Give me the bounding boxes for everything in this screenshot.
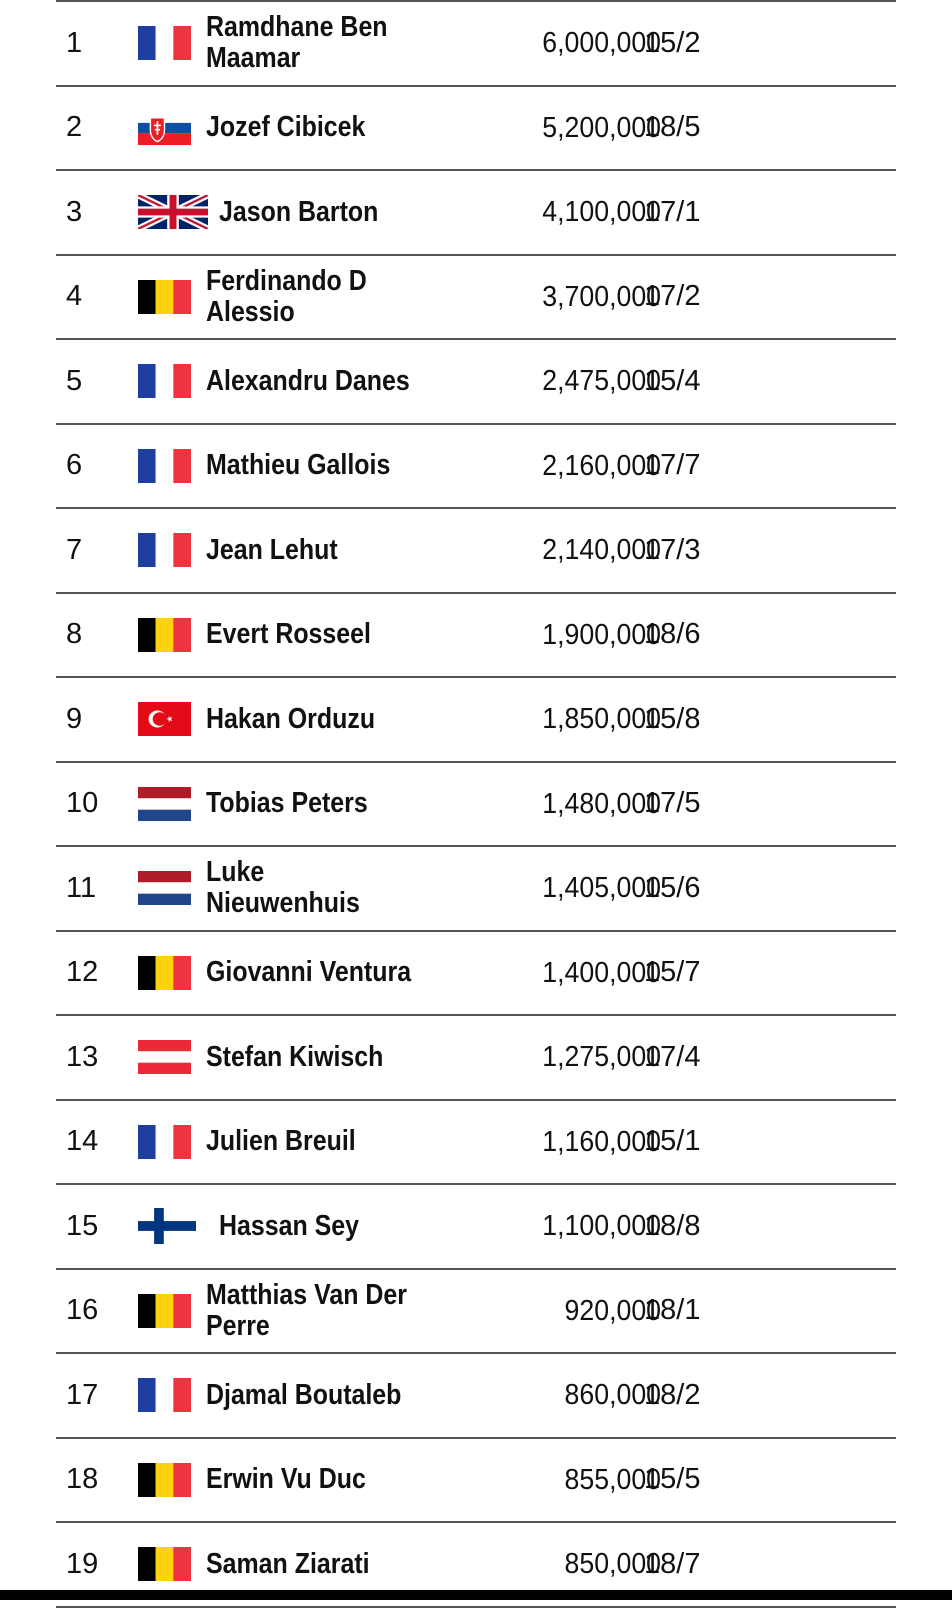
prize-amount: 2,475,000 <box>542 365 661 398</box>
seat-cell: 15/1 <box>644 1125 701 1158</box>
prize-cell <box>472 425 661 508</box>
austria-flag-icon <box>138 1040 191 1074</box>
rank-cell: 7 <box>66 533 83 566</box>
player-name-text: Julien Breuil <box>206 1125 356 1158</box>
rank-cell: 5 <box>66 364 83 397</box>
prize-amount: 1,400,000 <box>542 956 661 989</box>
rank-cell: 16 <box>66 1294 99 1327</box>
table-body <box>56 2 896 1608</box>
rank-cell: 15 <box>66 1209 99 1242</box>
seat-cell: 18/6 <box>644 618 701 651</box>
rank-cell: 10 <box>66 787 99 820</box>
prize-amount: 850,000 <box>564 1548 661 1581</box>
table-row <box>56 763 896 848</box>
rank-cell: 1 <box>66 26 83 59</box>
prize-cell <box>472 1270 661 1353</box>
player-name-text: Jason Barton <box>219 195 379 228</box>
prize-amount: 860,000 <box>564 1379 661 1412</box>
seat-cell: 15/7 <box>644 956 701 989</box>
belgium-flag-icon <box>138 956 191 990</box>
seat-cell: 18/8 <box>644 1209 701 1242</box>
seat-cell: 17/3 <box>644 533 701 566</box>
seat-cell: 17/1 <box>644 195 701 228</box>
prize-amount: 1,850,000 <box>542 703 661 736</box>
player-name-text: Tobias Peters <box>206 787 368 820</box>
france-flag-icon <box>138 533 191 567</box>
player-name <box>206 678 421 761</box>
netherlands-flag-icon <box>138 871 191 905</box>
player-name <box>206 1101 421 1184</box>
france-flag-icon <box>138 1378 191 1412</box>
table-row <box>56 256 896 341</box>
rank-cell: 3 <box>66 195 83 228</box>
rank-cell: 18 <box>66 1463 99 1496</box>
player-name <box>206 256 421 339</box>
seat-cell: 18/7 <box>644 1547 701 1580</box>
player-name <box>206 932 421 1015</box>
france-flag-icon <box>138 1125 191 1159</box>
prize-cell <box>472 87 661 170</box>
rank-cell: 19 <box>66 1547 99 1580</box>
belgium-flag-icon <box>138 1463 191 1497</box>
prize-amount: 1,100,000 <box>542 1210 661 1243</box>
prize-amount: 2,140,000 <box>542 534 661 567</box>
prize-cell <box>472 932 661 1015</box>
prize-amount: 1,480,000 <box>542 787 661 820</box>
belgium-flag-icon <box>138 1294 191 1328</box>
seat-cell: 17/7 <box>644 449 701 482</box>
prize-amount: 6,000,000 <box>542 27 661 60</box>
rank-cell: 9 <box>66 702 83 735</box>
player-name-text: Stefan Kiwisch <box>206 1040 384 1073</box>
player-name-text: Alexandru Danes <box>206 364 410 397</box>
table-row <box>56 594 896 679</box>
player-name <box>206 1016 421 1099</box>
table-row <box>56 87 896 172</box>
player-name-text: Hassan Sey <box>219 1209 360 1242</box>
seat-cell: 15/4 <box>644 364 701 397</box>
prize-cell <box>472 171 661 254</box>
player-name <box>206 1270 421 1353</box>
player-name <box>206 763 421 846</box>
table-row <box>56 1439 896 1524</box>
france-flag-icon <box>138 364 191 398</box>
prize-cell <box>472 1101 661 1184</box>
seat-cell: 15/8 <box>644 702 701 735</box>
player-name-text: Mathieu Gallois <box>206 449 391 482</box>
table-row <box>56 678 896 763</box>
rank-cell: 2 <box>66 111 83 144</box>
prize-amount: 4,100,000 <box>542 196 661 229</box>
player-name <box>206 425 421 508</box>
player-name-text: Jozef Cibicek <box>206 111 366 144</box>
prize-cell <box>472 763 661 846</box>
belgium-flag-icon <box>138 1547 191 1581</box>
player-name <box>206 847 421 930</box>
player-name-text: Saman Ziarati <box>206 1547 370 1580</box>
prize-cell <box>472 1439 661 1522</box>
prize-amount: 1,405,000 <box>542 872 661 905</box>
prize-amount: 920,000 <box>564 1294 661 1327</box>
table-row <box>56 425 896 510</box>
table-row <box>56 509 896 594</box>
player-name-text: Luke Nieuwenhuis <box>206 856 360 920</box>
belgium-flag-icon <box>138 280 191 314</box>
player-name-text: Ferdinando D Alessio <box>206 264 367 328</box>
table-row <box>56 847 896 932</box>
table-row <box>56 932 896 1017</box>
seat-cell: 18/1 <box>644 1294 701 1327</box>
player-name <box>206 340 421 423</box>
rank-cell: 6 <box>66 449 83 482</box>
rank-cell: 12 <box>66 956 99 989</box>
seat-cell: 18/5 <box>644 111 701 144</box>
france-flag-icon <box>138 449 191 483</box>
uk-flag-icon <box>138 195 208 229</box>
table-row <box>56 1101 896 1186</box>
prize-amount: 3,700,000 <box>542 280 661 313</box>
finland-flag-icon <box>138 1208 196 1244</box>
seat-cell: 15/2 <box>644 26 701 59</box>
prize-cell <box>472 2 661 85</box>
rank-cell: 13 <box>66 1040 99 1073</box>
player-name-text: Erwin Vu Duc <box>206 1463 366 1496</box>
rank-cell: 8 <box>66 618 83 651</box>
seat-cell: 15/6 <box>644 871 701 904</box>
prize-cell <box>472 594 661 677</box>
player-name <box>219 171 434 254</box>
player-name <box>206 594 421 677</box>
player-name-text: Hakan Orduzu <box>206 702 376 735</box>
prize-cell <box>472 847 661 930</box>
rank-cell: 11 <box>66 871 97 904</box>
table-row <box>56 1354 896 1439</box>
seat-cell: 17/4 <box>644 1040 701 1073</box>
seat-cell: 18/2 <box>644 1378 701 1411</box>
results-table <box>56 0 896 1608</box>
prize-amount: 1,900,000 <box>542 618 661 651</box>
player-name <box>219 1185 434 1268</box>
player-name-text: Evert Rosseel <box>206 618 371 651</box>
prize-amount: 2,160,000 <box>542 449 661 482</box>
player-name-text: Matthias Van Der Perre <box>206 1278 407 1342</box>
prize-cell <box>472 509 661 592</box>
rank-cell: 17 <box>66 1378 99 1411</box>
player-name-text: Djamal Boutaleb <box>206 1378 402 1411</box>
netherlands-flag-icon <box>138 787 191 821</box>
player-name-text: Giovanni Ventura <box>206 956 412 989</box>
prize-amount: 1,275,000 <box>542 1041 661 1074</box>
prize-amount: 5,200,000 <box>542 111 661 144</box>
prize-amount: 1,160,000 <box>542 1125 661 1158</box>
player-name <box>206 1439 421 1522</box>
belgium-flag-icon <box>138 618 191 652</box>
player-name-text: Ramdhane Ben Maamar <box>206 11 388 75</box>
player-name <box>206 1354 421 1437</box>
prize-cell <box>472 1185 661 1268</box>
prize-amount: 855,000 <box>564 1463 661 1496</box>
prize-cell <box>472 1354 661 1437</box>
table-row <box>56 1185 896 1270</box>
table-row <box>56 340 896 425</box>
table-row <box>56 1270 896 1355</box>
prize-cell <box>472 678 661 761</box>
rank-cell: 4 <box>66 280 83 313</box>
france-flag-icon <box>138 26 191 60</box>
table-row <box>56 171 896 256</box>
seat-cell: 17/5 <box>644 787 701 820</box>
prize-cell <box>472 340 661 423</box>
turkey-flag-icon <box>138 702 191 736</box>
seat-cell: 15/5 <box>644 1463 701 1496</box>
seat-cell: 17/2 <box>644 280 701 313</box>
player-name-text: Jean Lehut <box>206 533 338 566</box>
rank-cell: 14 <box>66 1125 99 1158</box>
slovakia-flag-icon <box>138 111 191 145</box>
table-row <box>56 1016 896 1101</box>
bottom-bar <box>0 1590 952 1600</box>
prize-cell <box>472 256 661 339</box>
prize-cell <box>472 1016 661 1099</box>
player-name <box>206 2 421 85</box>
table-row <box>56 2 896 87</box>
player-name <box>206 509 421 592</box>
player-name <box>206 87 421 170</box>
